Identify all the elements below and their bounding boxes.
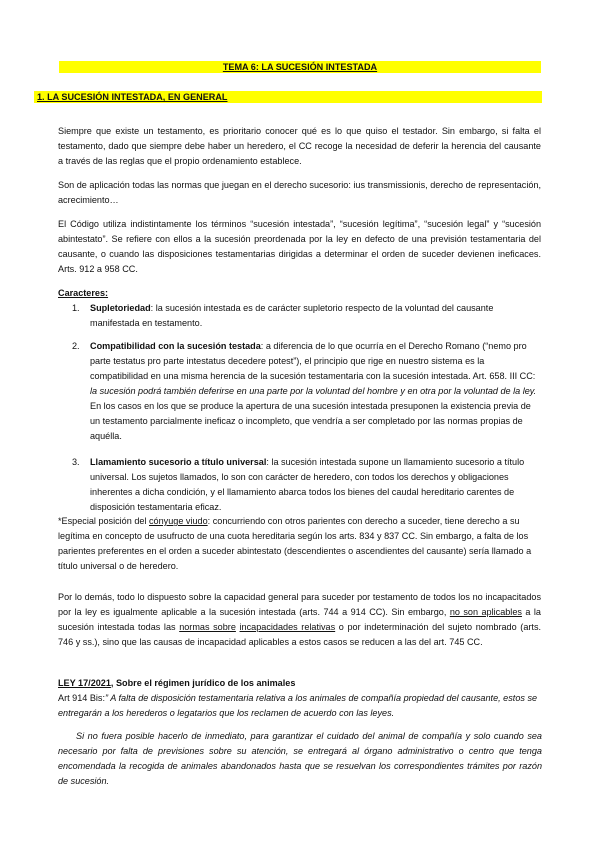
item-term: Compatibilidad con la sucesión testada	[90, 341, 261, 351]
ley-title: , Sobre el régimen jurídico de los animales	[110, 678, 296, 688]
page-title: TEMA 6: LA SUCESIÓN INTESTADA	[222, 62, 378, 72]
list-number: 3.	[72, 457, 80, 467]
p4-text-a: Por lo demás, todo lo dispuesto sobre la capacidad general para suceder por testamento de todos los no incapacitados por la ley es igualmente aplicable a la sucesión intestada (arts. 744 a 914 CC). Sin embargo,	[58, 592, 541, 617]
p4-underline-1: no son aplicables	[449, 607, 522, 617]
item-term: Supletoriedad	[90, 303, 151, 313]
note-conyuge-viudo	[58, 514, 544, 574]
list-item-llamamiento	[90, 455, 541, 515]
note-term: cónyuge viudo	[149, 516, 208, 526]
art-lead: Art 914 Bis:	[58, 693, 106, 703]
caracteres-heading: Caracteres:	[58, 288, 109, 298]
paragraph-capacidad	[58, 590, 541, 650]
item-text: : a diferencia de lo que ocurría en el Derecho Romano (“nemo pro parte testatus pro parte intestatus decedere potest”), el principio que rige en nuestro sistema es la compatibilidad en una misma herencia de la sucesión testamentaria con la sucesión intestada. Art. 658. III CC:	[90, 341, 536, 381]
list-number: 1.	[72, 303, 80, 313]
list-item-compatibilidad	[90, 339, 541, 444]
p4-underline-2: normas sobre	[179, 622, 236, 632]
list-item-supletoriedad	[90, 301, 530, 331]
ley-heading	[58, 676, 295, 691]
art-914-bis	[58, 691, 544, 721]
paragraph-terms: El Código utiliza indistintamente los términos “sucesión intestada”, “sucesión legítima”, “sucesión legal” y “sucesión abintestato”. Se refiere con ellos a la sucesión preordenada por la ley en defecto de una previsión testamentaria del causante, o cuando las disposiciones testamentarias dirigidas a determinar el orden de suceder devienen ineficaces. Arts. 912 a 958 CC.	[58, 219, 541, 274]
item-quote: la sucesión podrá también deferirse en una parte por la voluntad del hombre y en otra por la voluntad de la ley.	[90, 386, 537, 396]
paragraph-animales: Si no fuera posible hacerlo de inmediato, para garantizar el cuidado del animal de compañía y solo cuando sea necesario por falta de previsiones sobre su atención, se entregará al órgano administrativo o centro que tenga encomendada la recogida de animales abandonados hasta que se resuelvan los correspondientes trámites por razón de sucesión.	[58, 731, 542, 786]
item-text: : la sucesión intestada es de carácter supletorio respecto de la voluntad del causante manifestada en testamento.	[90, 303, 494, 328]
note-text: : concurriendo con otros parientes con derecho a suceder, tiene derecho a su legítima en concepto de usufructo de una cuota hereditaria según los arts. 834 y 837 CC. Sin embargo, a falta de los parientes preferentes en el orden a suceder abintestato (descendientes o ascendientes del causante) sería llamado a título universal o de heredero.	[58, 516, 532, 571]
ley-number: LEY 17/2021	[58, 678, 111, 688]
paragraph-application: Son de aplicación todas las normas que juegan en el derecho sucesorio: ius transmissionis, derecho de representación, acrecimiento…	[58, 180, 541, 205]
p4-text-b: a la sucesión intestada todas las	[58, 607, 541, 632]
p4-text-d: o por indeterminación del sujeto nombrado (arts. 746 y ss.), sino que las causas de incapacidad aplicables a estos casos se reducen a las del art. 745 CC.	[58, 622, 542, 647]
note-prefix: *Especial posición del	[58, 516, 149, 526]
item-text: : la sucesión intestada supone un llamamiento sucesorio a título universal. Los sujetos llamados, lo son con carácter de heredero, con todos los derechos y obligaciones inherentes a dicha condición, y el llamamiento abarca todos los bienes del caudal hereditario carentes de disposición testamentaria eficaz.	[90, 457, 525, 512]
art-quote: ” A falta de disposición testamentaria relativa a los animales de compañía propiedad del causante, estos se entregarán a los herederos o legatarios que los reclamen de acuerdo con las leyes.	[58, 693, 538, 718]
item-term: Llamamiento sucesorio a título universal	[90, 457, 267, 467]
paragraph-intro: Siempre que existe un testamento, es prioritario conocer qué es lo que quiso el testador. Sin embargo, si falta el testamento, dado que siempre debe haber un heredero, el CC recoge la necesidad de deferir la herencia del causante a través de las reglas que el propio ordenamiento establece.	[58, 126, 541, 166]
list-number: 2.	[72, 341, 80, 351]
section-heading: 1. LA SUCESIÓN INTESTADA, EN GENERAL	[37, 92, 228, 102]
p4-underline-3: incapacidades relativas	[239, 622, 336, 632]
item-text-continued: En los casos en los que se produce la apertura de una sucesión intestada presuponen la existencia previa de un testamento parcialmente ineficaz o incompleto, que vendría a ser completado por las normas propias de aquélla.	[90, 401, 531, 441]
